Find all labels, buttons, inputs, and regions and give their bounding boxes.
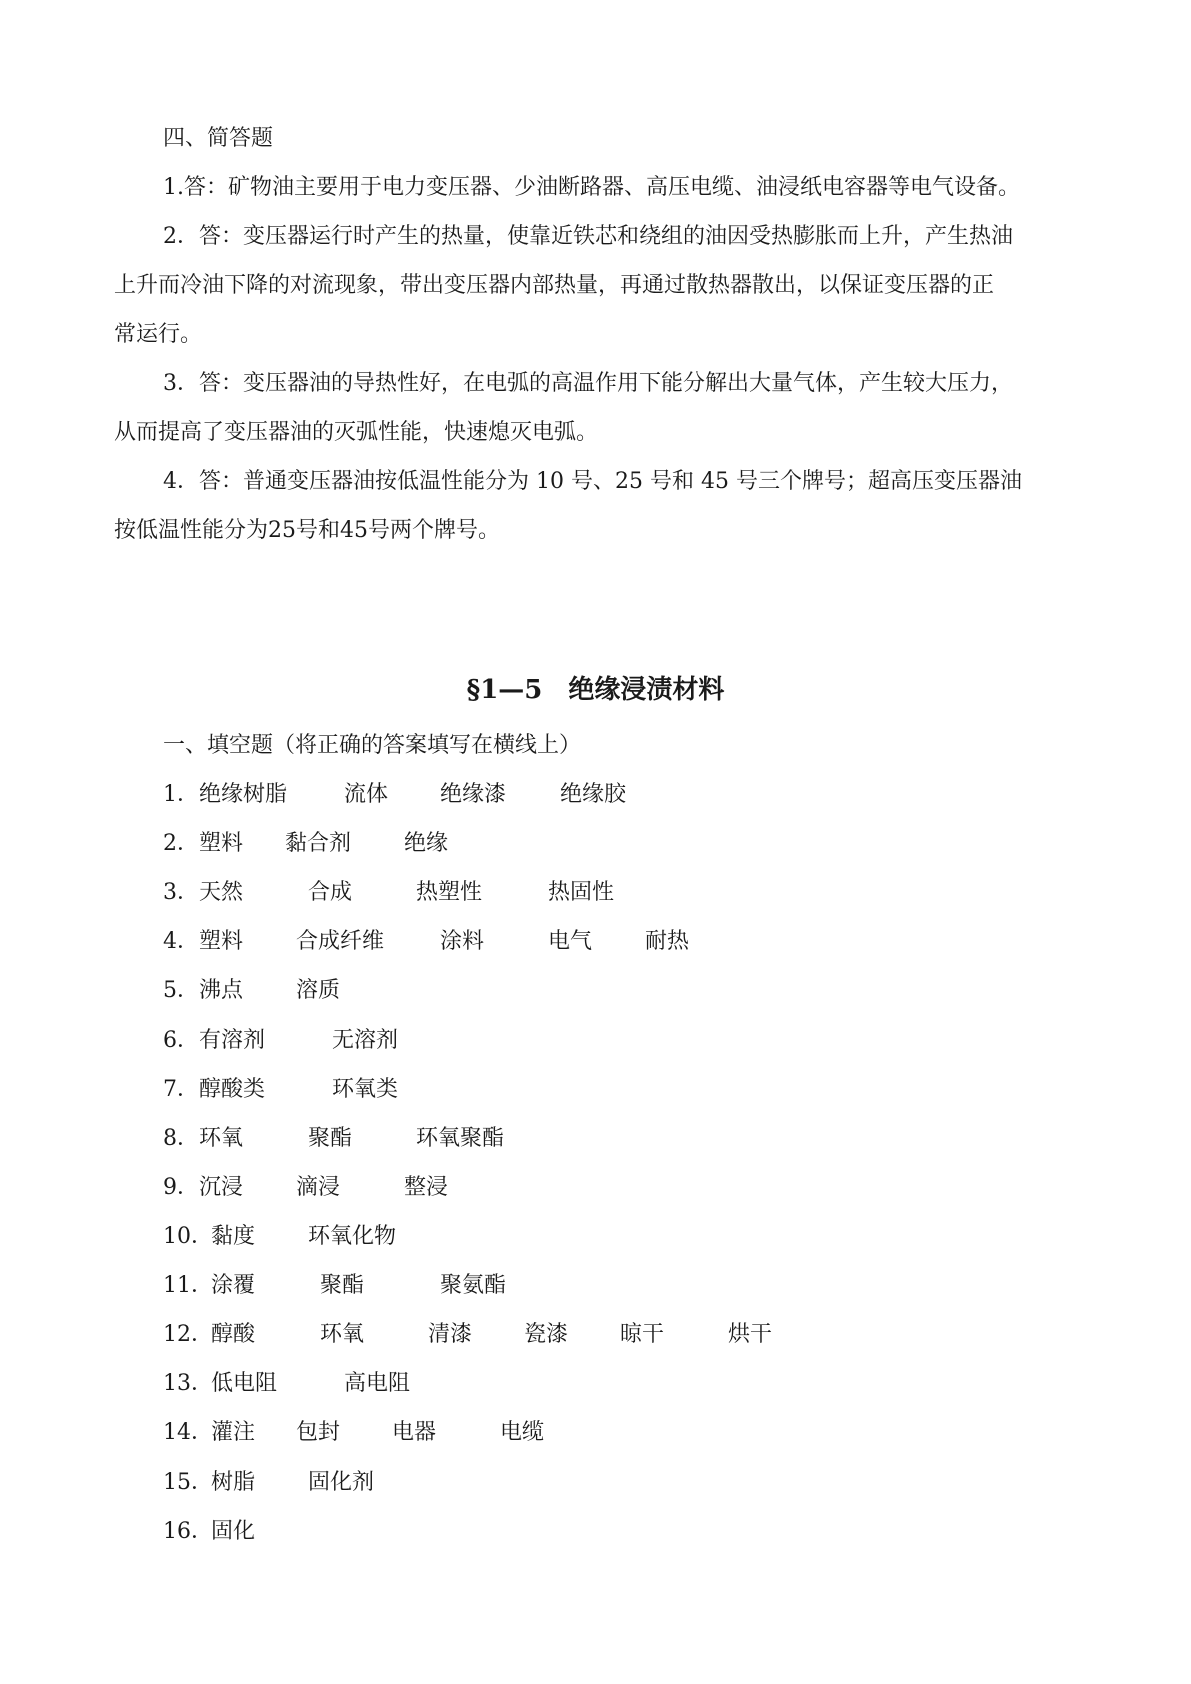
answer-item: 包封 <box>296 1420 341 1445</box>
answer-item: 合成纤维 <box>296 929 385 954</box>
answer-item: 整浸 <box>404 1175 449 1200</box>
answer-item: 电气 <box>548 929 593 954</box>
answer-item: 流体 <box>344 782 389 807</box>
answer-number: 4． <box>163 929 199 954</box>
answer-item: 环氧 <box>199 1126 244 1151</box>
answer-item: 塑料 <box>199 831 244 856</box>
answer-item: 环氧 <box>320 1322 365 1347</box>
answer-item: 固化 <box>211 1519 256 1544</box>
answer-item: 聚氨酯 <box>440 1273 507 1298</box>
answer-item: 无溶剂 <box>332 1028 399 1053</box>
answer-item: 绝缘胶 <box>560 782 627 807</box>
answer-2-line-3: 常运行。 <box>114 322 203 347</box>
answer-item: 沸点 <box>199 978 244 1003</box>
answer-number: 15． <box>163 1470 213 1495</box>
answer-item: 绝缘树脂 <box>199 782 288 807</box>
answer-number: 16． <box>163 1519 213 1544</box>
answer-item: 电器 <box>392 1420 437 1445</box>
answer-number: 7． <box>163 1077 199 1102</box>
answer-item: 环氧类 <box>332 1077 399 1102</box>
answer-item: 环氧聚酯 <box>416 1126 505 1151</box>
answer-item: 绝缘 <box>404 831 449 856</box>
answer-2-line-2: 上升而冷油下降的对流现象，带出变压器内部热量，再通过散热器散出，以保证变压器的正 <box>114 273 995 298</box>
answer-item: 合成 <box>308 880 353 905</box>
answer-number: 1． <box>163 782 199 807</box>
answer-number: 10． <box>163 1224 213 1249</box>
answer-item: 聚酯 <box>320 1273 365 1298</box>
answer-item: 黏合剂 <box>285 831 352 856</box>
answer-item: 低电阻 <box>211 1371 278 1396</box>
answer-item: 聚酯 <box>308 1126 353 1151</box>
answer-item: 绝缘漆 <box>440 782 507 807</box>
answer-item: 黏度 <box>211 1224 256 1249</box>
answer-item: 涂覆 <box>211 1273 256 1298</box>
answer-item: 热塑性 <box>416 880 483 905</box>
answer-number: 9． <box>163 1175 199 1200</box>
answer-item: 塑料 <box>199 929 244 954</box>
answer-number: 6． <box>163 1028 199 1053</box>
answer-number: 14． <box>163 1420 213 1445</box>
answer-item: 耐热 <box>645 929 690 954</box>
answer-item: 瓷漆 <box>524 1322 569 1347</box>
answer-number: 2． <box>163 831 199 856</box>
answer-number: 13． <box>163 1371 213 1396</box>
answer-item: 醇酸 <box>211 1322 256 1347</box>
answer-item: 天然 <box>199 880 244 905</box>
answer-item: 灌注 <box>211 1420 256 1445</box>
section-title: §1—5 绝缘浸渍材料 <box>466 675 725 705</box>
answer-item: 电缆 <box>500 1420 545 1445</box>
answer-4-line-2: 按低温性能分为25号和45号两个牌号。 <box>114 518 500 543</box>
answer-item: 有溶剂 <box>199 1028 266 1053</box>
answer-item: 溶质 <box>296 978 341 1003</box>
part4-heading: 四、简答题 <box>163 126 274 151</box>
answer-1-line: 1.答：矿物油主要用于电力变压器、少油断路器、高压电缆、油浸纸电容器等电气设备。 <box>163 175 1020 200</box>
answer-item: 醇酸类 <box>199 1077 266 1102</box>
answer-item: 沉浸 <box>199 1175 244 1200</box>
answer-item: 热固性 <box>548 880 615 905</box>
answer-number: 11． <box>163 1273 213 1298</box>
answer-item: 清漆 <box>428 1322 473 1347</box>
answer-number: 5． <box>163 978 199 1003</box>
answer-number: 8． <box>163 1126 199 1151</box>
answer-3-line-1: 3．答：变压器油的导热性好，在电弧的高温作用下能分解出大量气体，产生较大压力， <box>163 371 1013 396</box>
answer-number: 3． <box>163 880 199 905</box>
answer-item: 涂料 <box>440 929 485 954</box>
answer-3-line-2: 从而提高了变压器油的灭弧性能，快速熄灭电弧。 <box>114 420 599 445</box>
answer-number: 12． <box>163 1322 213 1347</box>
answer-4-line-1: 4．答：普通变压器油按低温性能分为 10 号、25 号和 45 号三个牌号；超高压变压器油 <box>163 469 1022 494</box>
answer-2-line-1: 2．答：变压器运行时产生的热量，使靠近铁芯和绕组的油因受热膨胀而上升，产生热油 <box>163 224 1013 249</box>
answer-item: 高电阻 <box>344 1371 411 1396</box>
answer-item: 滴浸 <box>296 1175 341 1200</box>
answer-item: 固化剂 <box>308 1470 375 1495</box>
answer-item: 环氧化物 <box>308 1224 397 1249</box>
answer-item: 烘干 <box>728 1322 773 1347</box>
answer-item: 晾干 <box>620 1322 665 1347</box>
answer-item: 树脂 <box>211 1470 256 1495</box>
fill-heading: 一、填空题（将正确的答案填写在横线上） <box>163 733 582 758</box>
